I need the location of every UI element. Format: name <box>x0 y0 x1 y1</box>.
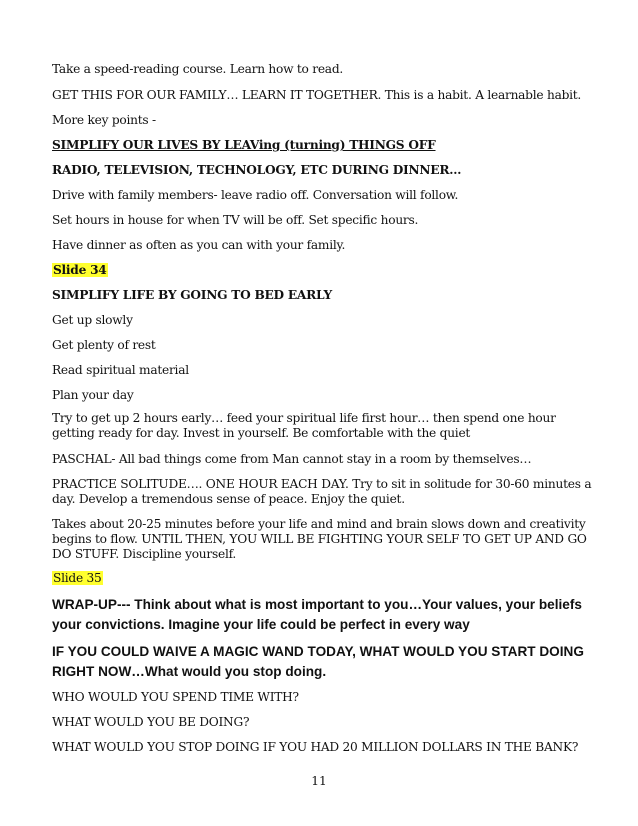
list-item-get-up-slowly: Get up slowly <box>52 313 133 327</box>
slide-35-label <box>52 571 592 586</box>
question-spend-time: WHO WOULD YOU SPEND TIME WITH? <box>52 690 299 704</box>
page-number: 11 <box>311 774 327 788</box>
paragraph-creativity: Takes about 20-25 minutes before your life and mind and brain slows down and creativity begins to flow. UNTIL THEN, YOU WILL BE FIGHTING YOUR SELF TO GET UP AND GO DO STUFF. Discipline yourself. <box>52 517 587 561</box>
heading-radio-tv: RADIO, TELEVISION, TECHNOLOGY, ETC DURING DINNER… <box>52 163 462 177</box>
list-item-plan-day: Plan your day <box>52 388 134 402</box>
slide-34-label <box>52 263 592 278</box>
question-be-doing: WHAT WOULD YOU BE DOING? <box>52 715 250 729</box>
heading-simplify-lives: SIMPLIFY OUR LIVES BY LEAVing (turning) THINGS OFF <box>52 138 436 152</box>
heading-magic-wand: IF YOU COULD WAIVE A MAGIC WAND TODAY, WHAT WOULD YOU START DOING RIGHT NOW…What would you stop doing. <box>52 644 584 679</box>
paragraph-key-points: More key points - <box>52 113 156 127</box>
heading-bed-early: SIMPLIFY LIFE BY GOING TO BED EARLY <box>52 288 332 302</box>
paragraph-speed-reading: Take a speed-reading course. Learn how to read. <box>52 62 343 76</box>
paragraph-family-habit: GET THIS FOR OUR FAMILY… LEARN IT TOGETHER. This is a habit. A learnable habit. <box>52 88 582 102</box>
list-item-rest: Get plenty of rest <box>52 338 156 352</box>
highlight-slide-35: Slide 35 <box>53 571 102 585</box>
highlight-slide-34: Slide 34 <box>53 263 107 277</box>
paragraph-get-up-early: Try to get up 2 hours early… feed your spiritual life first hour… then spend one hour getting ready for day. Invest in yourself. Be comfortable with the quiet <box>52 411 556 440</box>
paragraph-solitude: PRACTICE SOLITUDE…. ONE HOUR EACH DAY. Try to sit in solitude for 30-60 minutes a day. Develop a tremendous sense of peace. Enjoy the quiet. <box>52 477 592 506</box>
paragraph-dinner: Have dinner as often as you can with your family. <box>52 238 346 252</box>
paragraph-drive: Drive with family members- leave radio off. Conversation will follow. <box>52 188 459 202</box>
heading-wrap-up: WRAP-UP--- Think about what is most important to you…Your values, your beliefs your convictions. Imagine your life could be perfect in every way <box>52 597 582 632</box>
question-stop-doing: WHAT WOULD YOU STOP DOING IF YOU HAD 20 MILLION DOLLARS IN THE BANK? <box>52 740 579 754</box>
paragraph-set-hours: Set hours in house for when TV will be off. Set specific hours. <box>52 213 419 227</box>
list-item-spiritual: Read spiritual material <box>52 363 189 377</box>
paragraph-paschal: PASCHAL- All bad things come from Man cannot stay in a room by themselves… <box>52 452 532 466</box>
